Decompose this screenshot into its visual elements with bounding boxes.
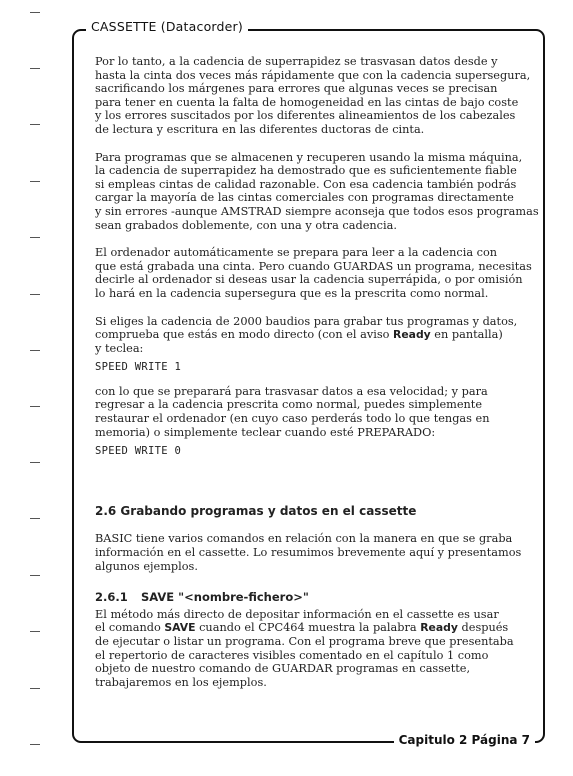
- paragraph-lectura-automatica: [95, 246, 547, 300]
- text-line: información en el cassette. Lo resumimos brevemente aquí y presentamos: [95, 546, 522, 560]
- text-segment: el comando: [95, 621, 165, 635]
- text-line: si empleas cintas de calidad razonable. Con esa cadencia también podrás: [95, 177, 517, 191]
- text-line: que está grabada una cinta. Pero cuando GUARDAS un programa, necesitas: [95, 259, 532, 273]
- subsection-number: 2.6.1: [95, 590, 128, 605]
- text-line: de lectura y escritura en las diferentes ductoras de cinta.: [95, 122, 425, 136]
- margin-mark: [30, 631, 40, 632]
- text-line: memoria) o simplemente teclear cuando esté PREPARADO:: [95, 425, 436, 439]
- text-line: la cadencia de superrapidez ha demostrado que es suficientemente fiable: [95, 164, 517, 178]
- text-line: algunos ejemplos.: [95, 559, 198, 573]
- text-segment: cuando el CPC464 muestra la palabra: [195, 621, 421, 635]
- text-line: trabajaremos en los ejemplos.: [95, 675, 267, 689]
- paragraph-save: [95, 608, 547, 690]
- margin-mark: [30, 518, 40, 519]
- text-line: El ordenador automáticamente se prepara para leer a la cadencia con: [95, 246, 498, 260]
- margin-mark: [30, 575, 40, 576]
- text-line: decirle al ordenador si deseas usar la cadencia superrápida, o por omisión: [95, 273, 523, 287]
- margin-mark: [30, 350, 40, 351]
- paragraph-2000-baudios: [95, 315, 547, 356]
- page-content: [95, 55, 547, 689]
- margin-mark: [30, 181, 40, 182]
- text-segment: en pantalla): [430, 328, 503, 342]
- subsection-title: [95, 591, 547, 605]
- text-line: Para programas que se almacenen y recuperen usando la misma máquina,: [95, 150, 523, 164]
- page-header-title: CASSETTE (Datacorder): [86, 19, 248, 34]
- margin-mark: [30, 124, 40, 125]
- subsection-label: SAVE "<nombre-fichero>": [141, 590, 309, 605]
- text-segment: después: [457, 621, 509, 635]
- text-line: [95, 621, 547, 635]
- text-line: lo hará en la cadencia supersegura que es la prescrita como normal.: [95, 286, 489, 300]
- page-footer: Capitulo 2 Página 7: [394, 733, 535, 747]
- text-line: con lo que se preparará para trasvasar datos a esa velocidad; y para: [95, 384, 488, 398]
- margin-mark: [30, 294, 40, 295]
- paragraph-misma-maquina: [95, 151, 547, 233]
- text-line: Si eliges la cadencia de 2000 baudios para grabar tus programas y datos,: [95, 314, 518, 328]
- text-line: y teclea:: [95, 341, 144, 355]
- text-line: El método más directo de depositar información en el cassette es usar: [95, 607, 499, 621]
- margin-mark: [30, 744, 40, 745]
- code-speed-write-1: SPEED WRITE 1: [95, 361, 182, 374]
- margin-mark: [30, 462, 40, 463]
- paragraph-superrapidez: [95, 55, 547, 137]
- text-line: objeto de nuestro comando de GUARDAR programas en cassette,: [95, 662, 471, 676]
- text-line: hasta la cinta dos veces más rápidamente que con la cadencia supersegura,: [95, 68, 531, 82]
- text-line: sacrificando los márgenes para errores que algunas veces se precisan: [95, 82, 498, 96]
- text-line: regresar a la cadencia prescrita como normal, puedes simplemente: [95, 398, 483, 412]
- text-line: cargar la mayoría de las cintas comerciales con programas directamente: [95, 191, 514, 205]
- ready-keyword: Ready: [393, 328, 431, 342]
- paragraph-restaurar: [95, 385, 547, 439]
- margin-mark: [30, 12, 40, 13]
- text-line: para tener en cuenta la falta de homogeneidad en las cintas de bajo coste: [95, 95, 519, 109]
- text-line: y sin errores -aunque AMSTRAD siempre aconseja que todos esos programas: [95, 204, 539, 218]
- text-line: y los errores suscitados por los diferentes alineamientos de los cabezales: [95, 109, 516, 123]
- text-line: [95, 328, 547, 342]
- margin-mark: [30, 688, 40, 689]
- margin-mark: [30, 237, 40, 238]
- text-segment: comprueba que estás en modo directo (con el aviso: [95, 328, 394, 342]
- margin-mark: [30, 68, 40, 69]
- code-speed-write-0: SPEED WRITE 0: [95, 445, 182, 458]
- text-line: restaurar el ordenador (en cuyo caso perderás todo lo que tengas en: [95, 412, 490, 426]
- margin-mark: [30, 406, 40, 407]
- section-title: 2.6 Grabando programas y datos en el cassette: [95, 503, 417, 518]
- ready-keyword: Ready: [420, 621, 458, 635]
- text-line: el repertorio de caracteres visibles comentado en el capítulo 1 como: [95, 648, 489, 662]
- text-line: de ejecutar o listar un programa. Con el programa breve que presentaba: [95, 635, 514, 648]
- text-line: Por lo tanto, a la cadencia de superrapidez se trasvasan datos desde y: [95, 55, 498, 68]
- text-line: BASIC tiene varios comandos en relación con la manera en que se graba: [95, 532, 513, 546]
- save-keyword: SAVE: [164, 621, 196, 635]
- paragraph-basic-comandos: [95, 532, 547, 573]
- text-line: sean grabados doblemente, con una y otra cadencia.: [95, 218, 397, 232]
